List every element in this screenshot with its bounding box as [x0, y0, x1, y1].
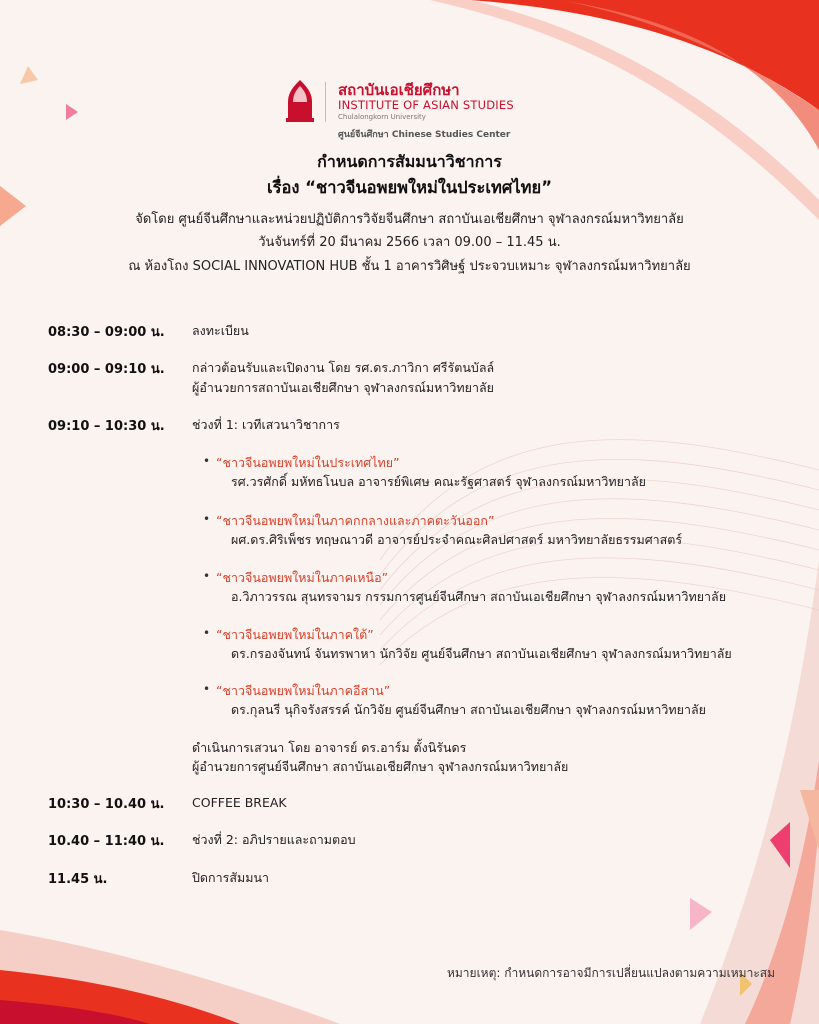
schedule-desc-line2: ผู้อำนวยการสถาบันเอเชียศึกษา จุฬาลงกรณ์มหาวิทยาลัย — [192, 380, 494, 395]
bullet-dot: • — [203, 626, 211, 640]
logo-thai-name: สถาบันเอเชียศึกษา — [338, 81, 460, 99]
date-line: วันจันทร์ที่ 20 มีนาคม 2566 เวลา 09.00 – 11.45 น. — [258, 235, 561, 250]
panel-topic: “ชาวจีนอพยพใหม่ในภาคอีสาน” — [216, 683, 391, 698]
schedule-time: 09:00 – 09:10 น. — [48, 362, 165, 377]
bullet-dot: • — [203, 569, 211, 583]
schedule-desc: ช่วงที่ 2: อภิปรายและถามตอบ — [192, 832, 356, 847]
panel-speaker: รศ.วรศักดิ์ มหัทธโนบล อาจารย์พิเศษ คณะรัฐศาสตร์ จุฬาลงกรณ์มหาวิทยาลัย — [231, 474, 646, 489]
panel-speaker: อ.วิภาวรรณ สุนทรจามร กรรมการศูนย์จีนศึกษา สถาบันเอเชียศึกษา จุฬาลงกรณ์มหาวิทยาลัย — [231, 589, 727, 604]
crown-emblem-icon — [282, 78, 318, 124]
footnote: หมายเหตุ: กำหนดการอาจมีการเปลี่ยนแปลงตามความเหมาะสม — [446, 966, 775, 980]
panel-topic: “ชาวจีนอพยพใหม่ในประเทศไทย” — [216, 455, 400, 470]
panel-topic: “ชาวจีนอพยพใหม่ในภาคกกลางและภาคตะวันออก” — [216, 513, 495, 528]
schedule-time: 10:30 – 10.40 น. — [48, 797, 165, 812]
panel-topic: “ชาวจีนอพยพใหม่ในภาคเหนือ” — [216, 570, 389, 585]
seminar-topic: เรื่อง “ชาวจีนอพยพใหม่ในประเทศไทย” — [266, 178, 553, 197]
schedule-time: 11.45 น. — [48, 872, 108, 887]
bullet-dot: • — [203, 454, 211, 468]
panel-speaker: ผศ.ดร.ศิริเพ็ชร ทฤษณาวดี อาจารย์ประจำคณะศิลปศาสตร์ มหาวิทยาลัยธรรมศาสตร์ — [231, 532, 683, 547]
bullet-dot: • — [203, 682, 211, 696]
schedule-desc: กล่าวต้อนรับและเปิดงาน โดย รศ.ดร.ภาวิกา ศรีรัตนบัลล์ — [192, 360, 495, 375]
schedule-desc: ปิดการสัมมนา — [192, 870, 270, 885]
schedule-desc: ช่วงที่ 1: เวทีเสวนาวิชาการ — [192, 417, 340, 432]
logo-university: Chulalongkorn University — [338, 113, 426, 121]
panel-speaker: ดร.กรองจันทน์ จันทรพาหา นักวิจัย ศูนย์จีนศึกษา สถาบันเอเชียศึกษา จุฬาลงกรณ์มหาวิทยาลัย — [231, 646, 732, 661]
moderator-line: ดำเนินการเสวนา โดย อาจารย์ ดร.อาร์ม ตั้งนิรันดร — [192, 740, 467, 755]
schedule-desc: COFFEE BREAK — [192, 795, 287, 810]
page-title: กำหนดการสัมมนาวิชาการ — [317, 152, 502, 171]
organizer-line: จัดโดย ศูนย์จีนศึกษาและหน่วยปฏิบัติการวิจัยจีนศึกษา สถาบันเอเชียศึกษา จุฬาลงกรณ์มหาวิทยาลัย — [135, 212, 684, 227]
logo-divider — [325, 82, 326, 122]
moderator-title: ผู้อำนวยการศูนย์จีนศึกษา สถาบันเอเชียศึกษา จุฬาลงกรณ์มหาวิทยาลัย — [192, 759, 569, 774]
institute-logo — [282, 78, 532, 144]
schedule-time: 08:30 – 09:00 น. — [48, 325, 165, 340]
bullet-dot: • — [203, 512, 211, 526]
logo-center-name: ศูนย์จีนศึกษา Chinese Studies Center — [338, 130, 511, 140]
logo-english-name: INSTITUTE OF ASIAN STUDIES — [338, 98, 514, 112]
schedule-desc: ลงทะเบียน — [192, 323, 249, 338]
schedule-time: 09:10 – 10:30 น. — [48, 419, 165, 434]
panel-speaker: ดร.กุลนรี นุกิจรังสรรค์ นักวิจัย ศูนย์จีนศึกษา สถาบันเอเชียศึกษา จุฬาลงกรณ์มหาวิทยาลัย — [231, 702, 706, 717]
schedule-time: 10.40 – 11:40 น. — [48, 834, 165, 849]
venue-line: ณ ห้องโถง SOCIAL INNOVATION HUB ชั้น 1 อาคารวิศิษฐ์ ประจวบเหมาะ จุฬาลงกรณ์มหาวิทยาลัย — [128, 259, 691, 274]
panel-topic: “ชาวจีนอพยพใหม่ในภาคใต้” — [216, 627, 374, 642]
